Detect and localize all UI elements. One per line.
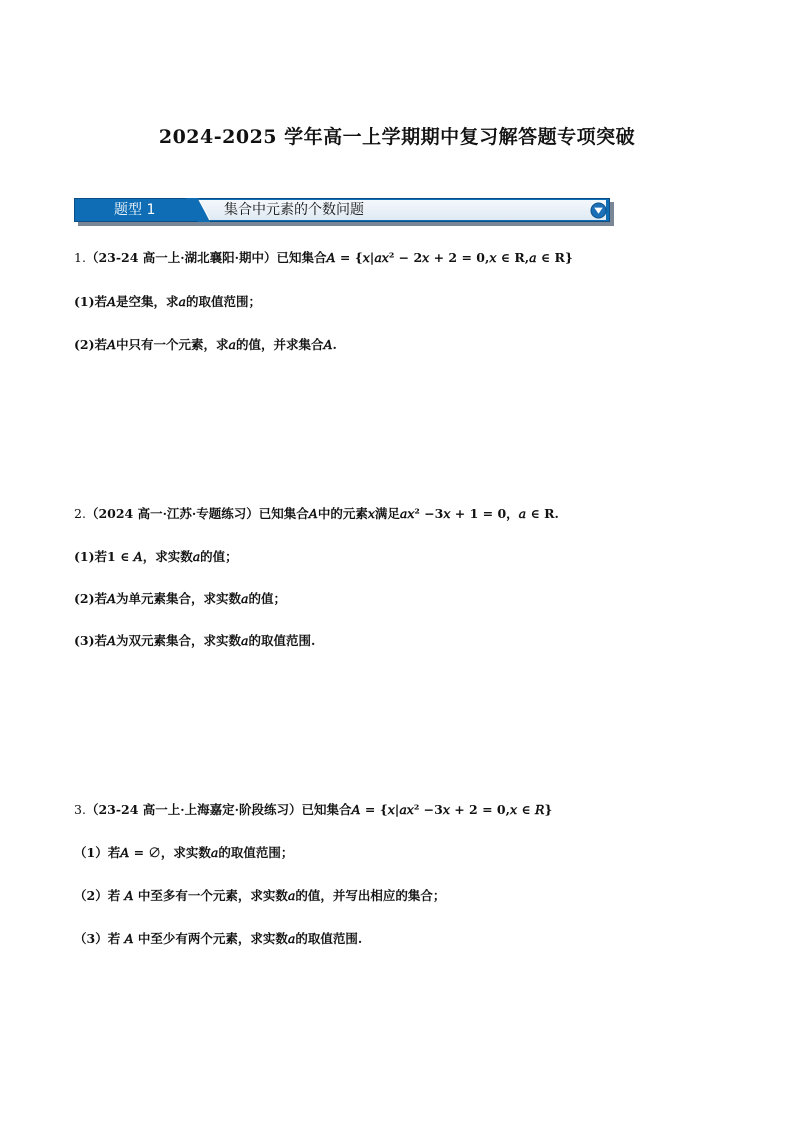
problem-number: 1.	[74, 250, 86, 265]
problem-stem: 已知集合𝐴 = {𝑥|𝑎𝑥² −3𝑥 + 2 = 0,𝑥 ∈ 𝑅}	[301, 802, 553, 817]
part-text: (2)若𝐴中只有一个元素，求𝑎的值，并求集合𝐴.	[74, 337, 337, 352]
problem-source: （2024 高一·江苏·专题练习）	[85, 506, 259, 521]
problem-2-part-1	[74, 547, 238, 565]
problem-number: 2.	[74, 506, 86, 521]
part-text: (3)若𝐴为双元素集合，求实数𝑎的取值范围.	[74, 633, 316, 648]
problem-1-part-1	[74, 292, 261, 310]
section-banner	[74, 198, 612, 224]
problem-1-stem-line	[74, 248, 573, 266]
section-label: 题型 1	[114, 202, 156, 218]
problem-3-part-3	[74, 929, 362, 947]
problem-2-part-3	[74, 631, 315, 649]
problem-source: （23-24 高一上·湖北襄阳·期中）	[85, 250, 277, 265]
problem-2-part-2	[74, 589, 286, 607]
chevron-down-circle-icon[interactable]	[590, 202, 607, 219]
problem-3-part-1	[74, 843, 293, 861]
part-text: (1)若1 ∈ 𝐴，求实数𝑎的值；	[74, 549, 238, 564]
problem-3-part-2	[74, 886, 445, 904]
page-title: 2024-2025 学年高一上学期期中复习解答题专项突破	[158, 126, 636, 148]
problem-stem: 已知集合𝐴中的元素𝑥满足𝑎𝑥² −3𝑥 + 1 = 0，𝑎 ∈ R.	[258, 506, 559, 521]
problem-2-stem-line	[74, 504, 559, 522]
problem-number: 3.	[74, 802, 86, 817]
part-text: （1）若𝐴 = ∅，求实数𝑎的取值范围；	[74, 845, 294, 860]
part-text: （2）若 𝐴 中至多有一个元素，求实数𝑎的值，并写出相应的集合；	[74, 888, 446, 903]
section-topic: 集合中元素的个数问题	[224, 202, 364, 218]
problem-1-part-2	[74, 335, 337, 353]
part-text: (2)若𝐴为单元素集合，求实数𝑎的值；	[74, 591, 287, 606]
problem-stem: 已知集合𝐴 = {𝑥|𝑎𝑥² − 2𝑥 + 2 = 0,𝑥 ∈ R,𝑎 ∈ R}	[276, 250, 573, 265]
part-text: （3）若 𝐴 中至少有两个元素，求实数𝑎的取值范围.	[74, 931, 363, 946]
part-text: (1)若𝐴是空集，求𝑎的取值范围；	[74, 294, 262, 309]
problem-source: （23-24 高一上·上海嘉定·阶段练习）	[85, 802, 302, 817]
problem-3-stem-line	[74, 800, 552, 818]
